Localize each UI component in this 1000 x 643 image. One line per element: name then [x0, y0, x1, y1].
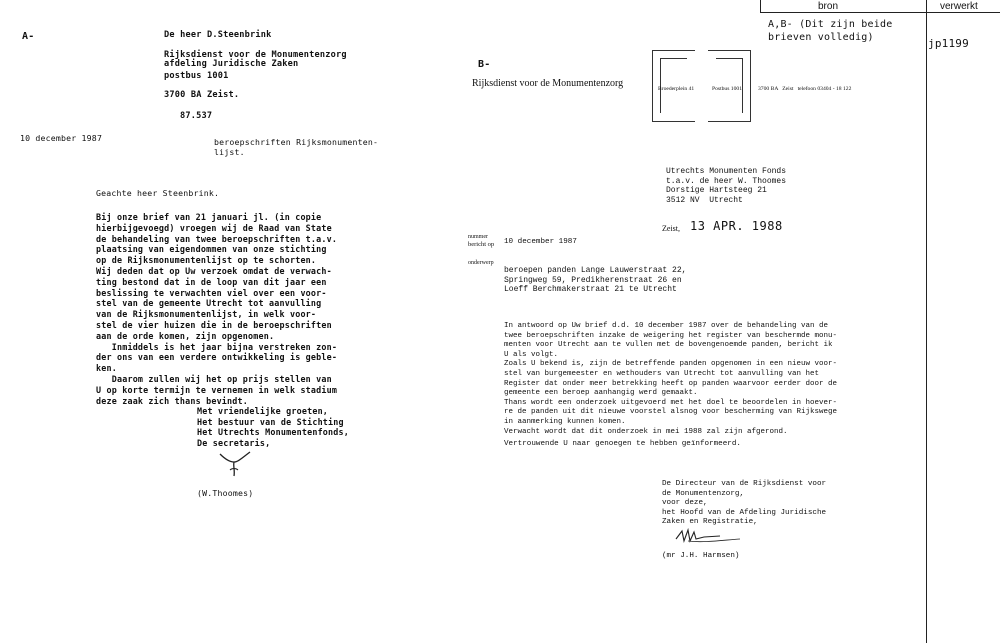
letter-b-organisation: Rijksdienst voor de Monumentenzorg [472, 78, 624, 89]
letter-b-nummer-label: nummer [468, 234, 488, 240]
letter-b-subject: beroepen panden Lange Lauwerstraat 22, Springweg 59, Predikherenstraat 26 en Loeff Berchmakerstraat 21 te Utrecht [504, 266, 687, 295]
logo-text-rest: 3700 BA Zeist telefoon 03404 - 18 122 [758, 86, 852, 92]
letter-a-signatory: (W.Thoomes) [197, 488, 254, 498]
letter-b-signature [674, 527, 744, 545]
letter-a-marker: A- [22, 31, 35, 42]
letter-b-date: 13 APR. 1988 [690, 219, 783, 233]
logo-text-right: Postbus 1001 [712, 86, 742, 92]
letter-b-closing-line: Vertrouwende U naar genoegen te hebben geïnformeerd. [504, 440, 741, 448]
letter-b-onderwerp-label: onderwerp [468, 260, 494, 266]
letter-b-recipient: Utrechts Monumenten Fonds t.a.v. de heer W. Thoomes Dorstige Hartsteeg 21 3512 NV Utrecht [666, 167, 787, 205]
letter-a-address-city: 3700 BA Zeist. [164, 90, 240, 100]
letter-a-subject: beroepschriften Rijksmonumenten- lijst. [214, 137, 379, 157]
letter-b-signature-block: De Directeur van de Rijksdienst voor de Monumentenzorg, voor deze, het Hoofd van de Afdeling Juridische Zaken en Registratie, [662, 480, 827, 527]
header-verwerkt: verwerkt [940, 1, 978, 12]
header-bron: bron [818, 1, 839, 12]
letter-b-place-label: Zeist, [662, 224, 680, 233]
letter-b-bericht-label: bericht op [468, 241, 495, 248]
letter-a-address-org: Rijksdienst voor de Monumentenzorg [164, 50, 347, 60]
logo-text-left: Broederplein 41 [658, 86, 695, 92]
annotation-note-line2: brieven volledig) [768, 32, 874, 43]
letter-a-date: 10 december 1987 [20, 133, 103, 143]
letter-b-marker: B- [478, 59, 491, 70]
annotation-note-line1: A,B- (Dit zijn beide [768, 19, 893, 30]
letter-a-closing: Met vriendelijke groeten, Het bestuur van de Stichting Het Utrechts Monumentenfonds, De secretaris, [197, 406, 350, 448]
letter-a-address-postbus: postbus 1001 [164, 71, 229, 81]
letter-b-signatory: (mr J.H. Harmsen) [662, 552, 740, 560]
letter-a-reference: 87.537 [180, 111, 213, 121]
letter-a-signature [216, 448, 256, 480]
letter-a-address-dept: afdeling Juridische Zaken [164, 59, 299, 69]
letter-a-body: Bij onze brief van 21 januari jl. (in copie hierbijgevoegd) vroegen wij de Raad van State de behandeling van twee beroepschriften t.a.v. plaatsing van eigendommen van onze stichting op de Rijksmonumentenlijst op te schorten. Wij deden dat op Uw verzoek omdat de verwach- ting bestond dat in de loop van dit jaar een beslissing te verwachten viel over een voor- stel van de gemeente Utrecht tot aanvulling van de Rijksmonumentenlijst, in welk voor- stel de vier huizen die in de beroepschriften aan de orde komen, zijn opgenomen. Inmiddels is het jaar bijna verstreken zon- der ons van een verdere ontwikkeling is geble- ken. Daarom zullen wij het op prijs stellen van U op korte termijn te vernemen in welk stadium deze zaak zich thans bevindt. [96, 212, 338, 406]
letter-b-body: In antwoord op Uw brief d.d. 10 december 1987 over de behandeling van de twee beroepschriften inzake de weigering het register van beschermde monu- menten voor Utrecht aan te vullen met de bovengenoemde panden, bericht ik U als volgt. Zoals U bekend is, zijn de betreffende panden opgenomen in een nieuw voor- stel van burgemeester en wethouders van Utrecht tot aanvulling van het Register dat onder meer betrekking heeft op panden waarvoor eerder door de gemeente een beroep aanhangig werd gemaakt. Thans wordt een onderzoek uitgevoerd met het doel te beoordelen in hoever- re de panden uit dit nieuwe voorstel alsnog voor bescherming van Rijkswege in aanmerking kunnen komen. Verwacht wordt dat dit onderzoek in mei 1988 zal zijn afgerond. [504, 322, 838, 436]
header-divider-2 [926, 0, 927, 80]
letter-a-address-name: De heer D.Steenbrink [164, 30, 272, 40]
header-divider-1 [760, 0, 761, 13]
letter-a-salutation: Geachte heer Steenbrink. [96, 188, 220, 198]
letter-b-bericht-value: 10 december 1987 [504, 238, 577, 246]
margin-rule [926, 80, 927, 643]
annotation-code: jp1199 [928, 37, 969, 50]
